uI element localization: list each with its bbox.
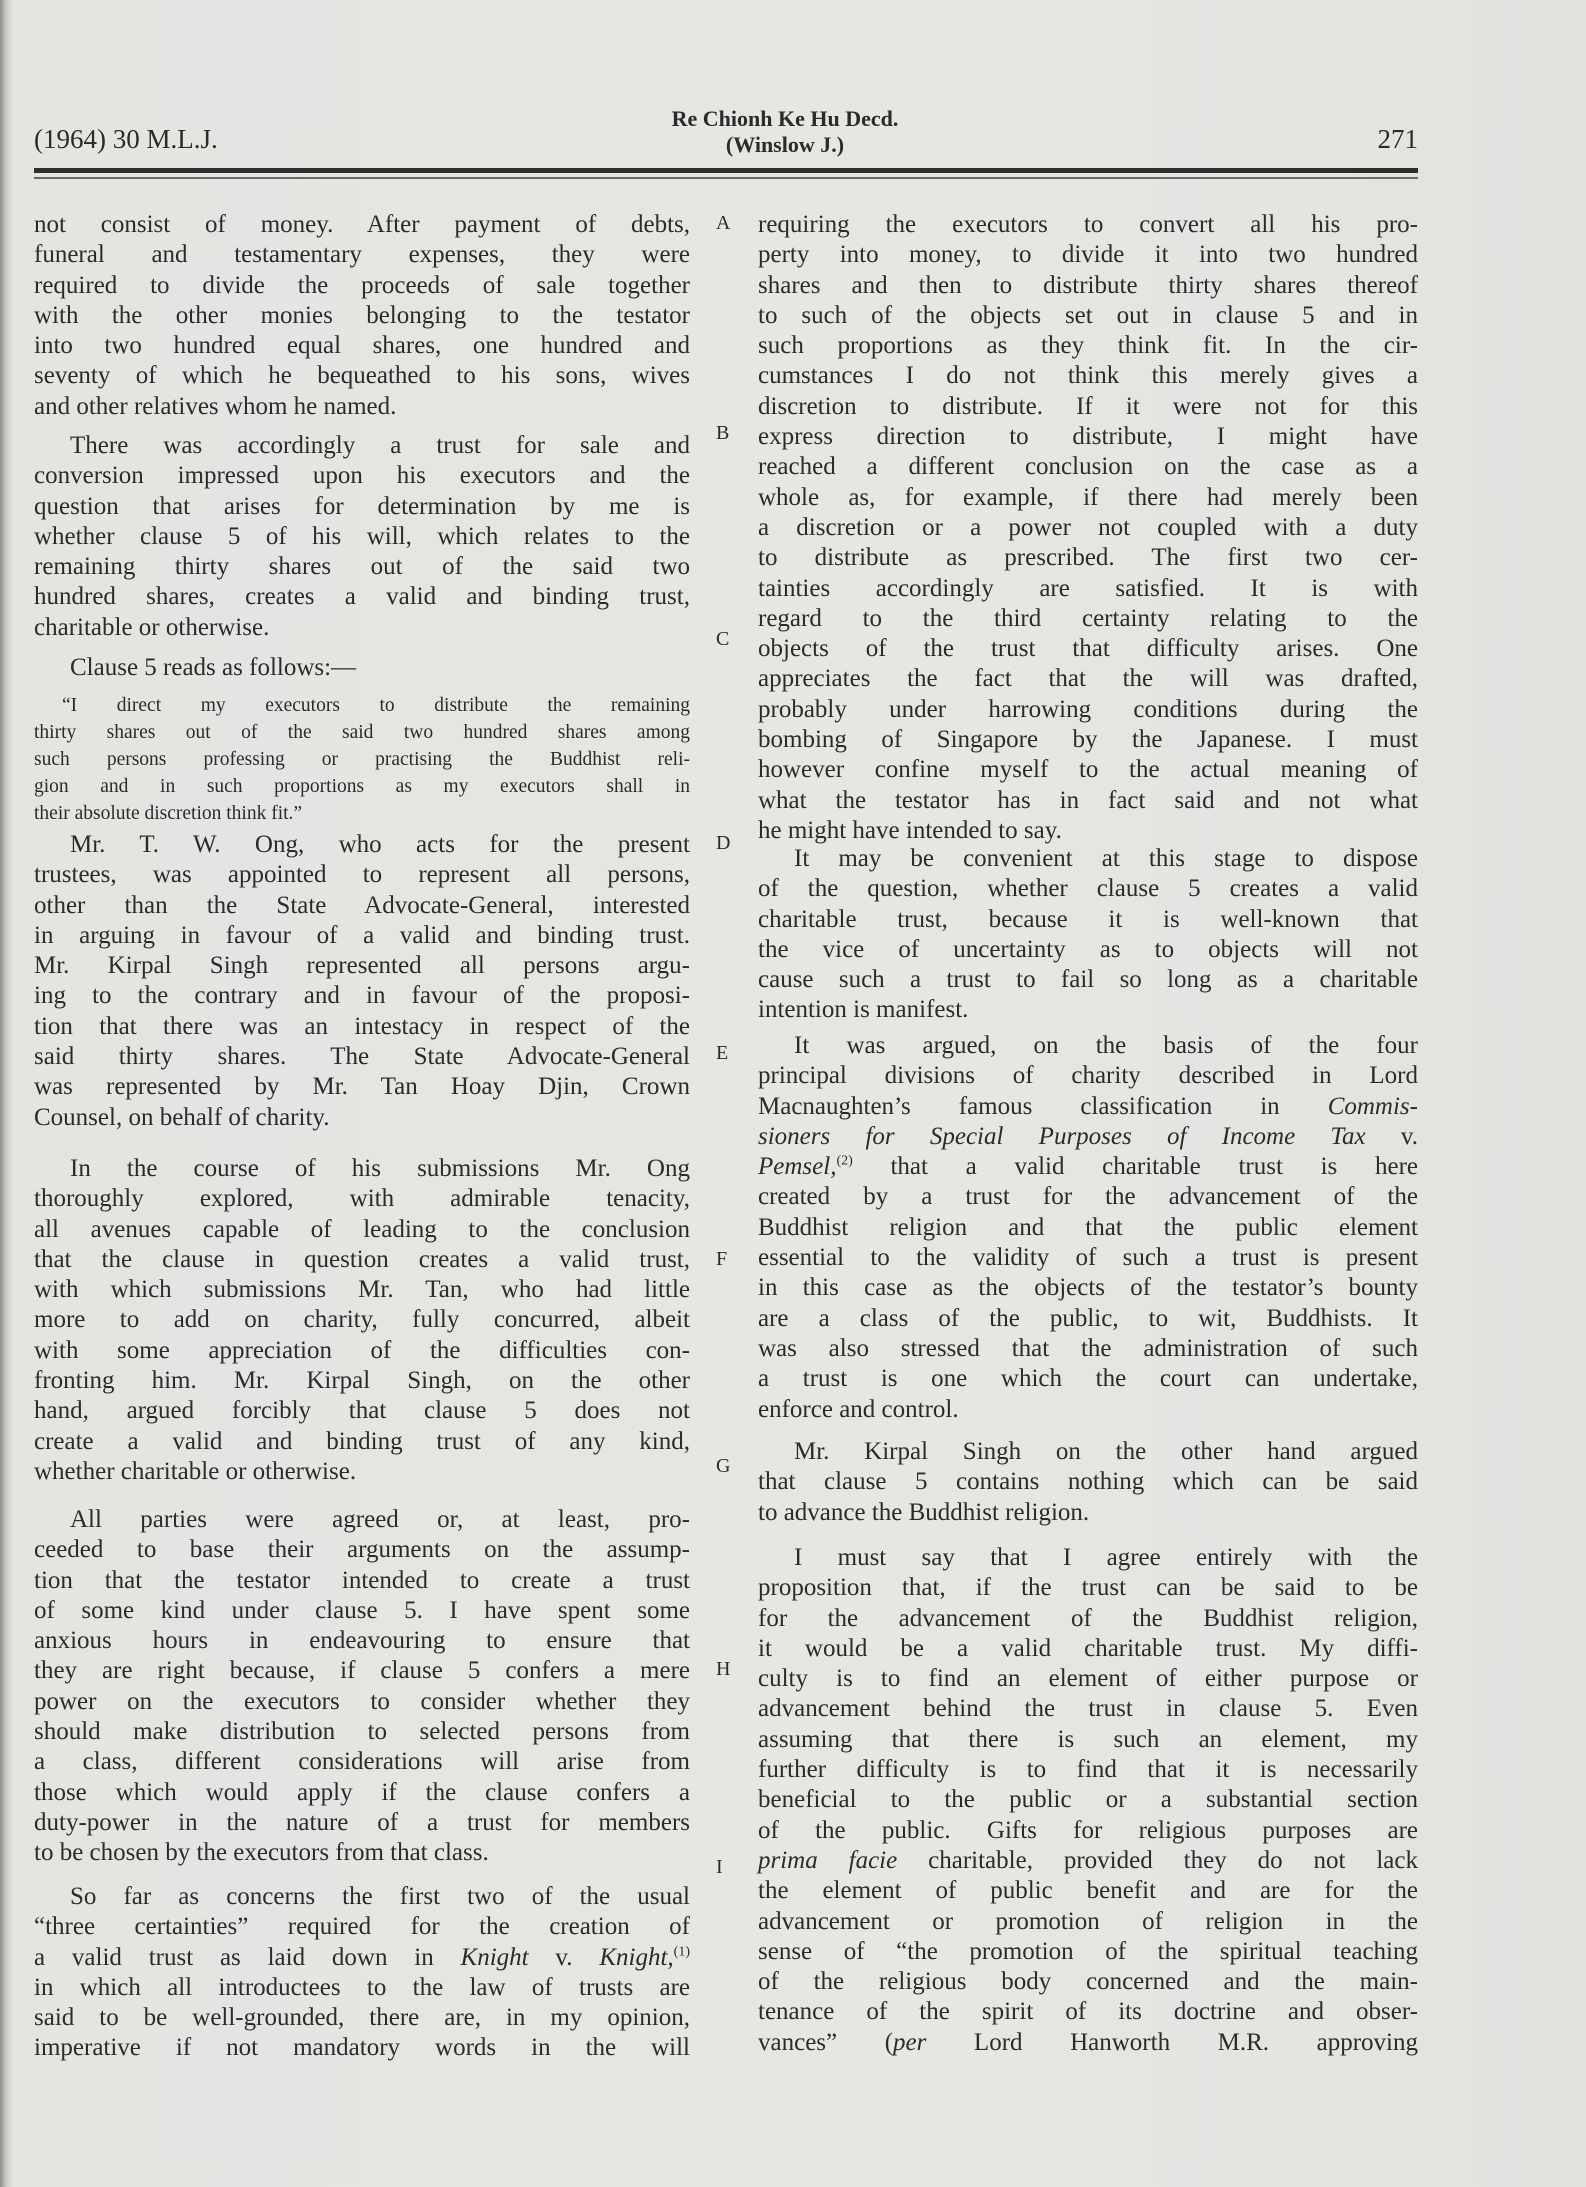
text-line: hand, argued forcibly that clause 5 does not	[34, 1397, 690, 1425]
text-line: those which would apply if the clause confers a	[34, 1778, 690, 1806]
text-line: perty into money, to divide it into two hundred	[758, 241, 1418, 269]
text-line: question that arises for determination by me is	[34, 492, 690, 520]
text-line: objects of the trust that difficulty arises. One	[758, 635, 1418, 663]
text-line: duty-power in the nature of a trust for members	[34, 1808, 690, 1836]
text-line: power on the executors to consider whether they	[34, 1687, 690, 1715]
text-line: in arguing in favour of a valid and binding trust.	[34, 921, 690, 949]
text-line: into two hundred equal shares, one hundred and	[34, 332, 690, 360]
paragraph	[758, 1031, 1418, 1425]
text-line: created by a trust for the advancement of the	[758, 1183, 1418, 1211]
text-line	[758, 1092, 1418, 1122]
text-line: all avenues capable of leading to the conclusion	[34, 1215, 690, 1243]
italic-text: Pemsel,	[758, 1153, 837, 1181]
text-line: was also stressed that the administration of such	[758, 1334, 1418, 1362]
text-line: of some kind under clause 5. I have spent some	[34, 1596, 690, 1624]
margin-letter-g: G	[716, 1455, 731, 1477]
text-line: express direction to distribute, I might have	[758, 423, 1418, 451]
text-line: was represented by Mr. Tan Hoay Djin, Crown	[34, 1073, 690, 1101]
margin-letter-d: D	[716, 832, 731, 854]
text-line: All parties were agreed or, at least, pro-	[70, 1506, 690, 1533]
text-line: Mr. Kirpal Singh on the other hand argued	[794, 1438, 1418, 1465]
text-line: probably under harrowing conditions during the	[758, 695, 1418, 723]
text-line: ceeded to base their arguments on the assump-	[34, 1536, 690, 1564]
text-line: enforce and control.	[758, 1395, 959, 1423]
text-line: culty is to find an element of either purpose or	[758, 1665, 1418, 1693]
text-line: their absolute discretion think fit.”	[34, 803, 303, 824]
text-line: with the other monies belonging to the testator	[34, 301, 690, 329]
text-line: cumstances I do not think this merely gives a	[758, 362, 1418, 390]
text-line: a discretion or a power not coupled with a duty	[758, 513, 1418, 541]
running-head-case-title	[475, 106, 1095, 158]
text-line: Mr. T. W. Ong, who acts for the present	[70, 831, 690, 858]
paragraph	[34, 431, 690, 643]
text-line: however confine myself to the actual meaning of	[758, 756, 1418, 784]
text-line: shares and then to distribute thirty shares thereof	[758, 271, 1418, 299]
text-line: imperative if not mandatory words in the will	[34, 2034, 690, 2062]
paragraph	[758, 1437, 1418, 1528]
running-head-citation: (1964) 30 M.L.J.	[34, 124, 218, 154]
text-line: that the clause in question creates a valid trust,	[34, 1245, 690, 1273]
text-line: advancement or promotion of religion in the	[758, 1907, 1418, 1935]
text-span: that a valid charitable trust is here	[852, 1153, 1418, 1181]
header-rule-thin	[34, 177, 1418, 179]
italic-text: Knight	[460, 1943, 529, 1971]
text-line: Counsel, on behalf of charity.	[34, 1103, 330, 1131]
text-line: Mr. Kirpal Singh represented all persons argu-	[34, 952, 690, 980]
judge-name: (Winslow J.)	[725, 132, 845, 157]
text-line: assuming that there is such an element, my	[758, 1725, 1418, 1753]
margin-letter-h: H	[716, 1658, 731, 1680]
paragraph	[34, 1505, 690, 1869]
text-line: in which all introductees to the law of trusts are	[34, 1973, 690, 2001]
text-line: to such of the objects set out in clause 5 and in	[758, 301, 1418, 329]
text-line: the element of public benefit and are for the	[758, 1877, 1418, 1905]
text-line: reached a different conclusion on the case as a	[758, 453, 1418, 481]
margin-letter-i: I	[716, 1856, 723, 1878]
text-line: beneficial to the public or a substantial section	[758, 1786, 1418, 1814]
italic-text: prima facie	[758, 1846, 898, 1874]
text-line: There was accordingly a trust for sale and	[70, 432, 690, 459]
margin-letter-f: F	[716, 1248, 728, 1270]
text-line: a trust is one which the court can undertake,	[758, 1365, 1418, 1393]
text-line: essential to the validity of such a trust is present	[758, 1244, 1418, 1272]
text-line: discretion to distribute. If it were not for this	[758, 392, 1418, 420]
text-line: advancement behind the trust in clause 5. Even	[758, 1695, 1418, 1723]
text-line: tion that there was an intestacy in respect of the	[34, 1012, 690, 1040]
text-line: I must say that I agree entirely with the	[794, 1544, 1418, 1571]
text-line: whether clause 5 of his will, which relates to the	[34, 522, 690, 550]
text-line: tion that the testator intended to create a trust	[34, 1566, 690, 1594]
text-line: in this case as the objects of the testator’s bounty	[758, 1274, 1418, 1302]
text-line	[34, 1943, 690, 1973]
text-line: “I direct my executors to distribute the remaining	[62, 695, 690, 716]
text-line	[758, 1152, 1418, 1182]
text-span: vances” (	[758, 2028, 894, 2056]
text-line: cause such a trust to fail so long as a charitable	[758, 966, 1418, 994]
paragraph	[34, 210, 690, 422]
text-line: bombing of Singapore by the Japanese. I must	[758, 726, 1418, 754]
text-line: with which submissions Mr. Tan, who had little	[34, 1276, 690, 1304]
paragraph	[34, 653, 690, 683]
case-title: Re Chionh Ke Hu Decd.	[671, 106, 899, 131]
text-line: to distribute as prescribed. The first two cer-	[758, 544, 1418, 572]
text-line: whole as, for example, if there had merely been	[758, 483, 1418, 511]
text-line: of the religious body concerned and the main-	[758, 1968, 1418, 1996]
text-span: Macnaughten’s famous classification in	[758, 1092, 1328, 1120]
text-line: other than the State Advocate-General, interested	[34, 891, 690, 919]
text-line: seventy of which he bequeathed to his sons, wives	[34, 362, 690, 390]
text-line: he might have intended to say.	[758, 816, 1062, 844]
text-line: remaining thirty shares out of the said two	[34, 553, 690, 581]
text-line: charitable or otherwise.	[34, 613, 270, 641]
text-line: said thirty shares. The State Advocate-General	[34, 1043, 690, 1071]
text-line: should make distribution to selected persons from	[34, 1718, 690, 1746]
margin-letter-a: A	[716, 212, 731, 234]
text-line: intention is manifest.	[758, 996, 969, 1024]
italic-text: per	[893, 2028, 927, 2056]
text-line: are a class of the public, to wit, Buddhists. It	[758, 1304, 1418, 1332]
text-line: So far as concerns the first two of the usual	[70, 1883, 690, 1910]
text-line: said to be well-grounded, there are, in my opinion,	[34, 2004, 690, 2032]
italic-text: Commis-	[1327, 1092, 1418, 1120]
text-line: Buddhist religion and that the public element	[758, 1213, 1418, 1241]
header-rule-thick	[34, 168, 1418, 173]
text-line: appreciates the fact that the will was drafted,	[758, 665, 1418, 693]
text-line: a class, different considerations will arise from	[34, 1748, 690, 1776]
text-line: not consist of money. After payment of debts,	[34, 211, 690, 238]
text-line: regard to the third certainty relating to the	[758, 604, 1418, 632]
text-line: hundred shares, creates a valid and binding trust,	[34, 583, 690, 611]
margin-letter-e: E	[716, 1042, 729, 1064]
text-line: of the public. Gifts for religious purposes are	[758, 1816, 1418, 1844]
text-span: Lord Hanworth M.R. approving	[926, 2028, 1418, 2056]
text-line	[758, 1122, 1418, 1152]
text-line: and other relatives whom he named.	[34, 392, 397, 420]
text-span: v.	[528, 1943, 600, 1971]
margin-letter-c: C	[716, 628, 730, 650]
text-line: principal divisions of charity described in Lord	[758, 1062, 1418, 1090]
text-line: “three certainties” required for the creation of	[34, 1913, 690, 1941]
text-line: further difficulty is to find that it is necessarily	[758, 1756, 1418, 1784]
text-line: trustees, was appointed to represent all persons,	[34, 861, 690, 889]
footnote-ref: (1)	[673, 1944, 690, 1960]
margin-letter-b: B	[716, 422, 730, 444]
text-line: tainties accordingly are satisfied. It is with	[758, 574, 1418, 602]
footnote-ref: (2)	[836, 1153, 853, 1169]
text-line: gion and in such proportions as my executors shall in	[34, 776, 690, 797]
text-line: whether charitable or otherwise.	[34, 1457, 357, 1485]
italic-text: sioners for Special Purposes of Income Tax	[758, 1122, 1366, 1150]
text-line: to be chosen by the executors from that class.	[34, 1839, 489, 1867]
text-line: charitable trust, because it is well-known that	[758, 905, 1418, 933]
text-line: of the question, whether clause 5 creates a valid	[758, 875, 1418, 903]
text-line: conversion impressed upon his executors and the	[34, 462, 690, 490]
text-line: to advance the Buddhist religion.	[758, 1498, 1090, 1526]
text-line	[758, 2028, 1418, 2058]
text-line: proposition that, if the trust can be said to be	[758, 1574, 1418, 1602]
text-span: a valid trust as laid down in	[34, 1943, 461, 1971]
text-line: the vice of uncertainty as to objects will not	[758, 935, 1418, 963]
text-line: thirty shares out of the said two hundred shares among	[34, 722, 690, 743]
text-line: tenance of the spirit of its doctrine and obser-	[758, 1998, 1418, 2026]
paragraph	[758, 844, 1418, 1026]
text-line: requiring the executors to convert all his pro-	[758, 211, 1418, 238]
text-line: it would be a valid charitable trust. My diffi-	[758, 1634, 1418, 1662]
text-line: funeral and testamentary expenses, they were	[34, 241, 690, 269]
text-line: Clause 5 reads as follows:—	[70, 654, 357, 681]
text-line: In the course of his submissions Mr. Ong	[70, 1155, 690, 1182]
paragraph	[34, 1154, 690, 1487]
text-line: more to add on charity, fully concurred, albeit	[34, 1306, 690, 1334]
text-line: create a valid and binding trust of any kind,	[34, 1427, 690, 1455]
text-line: such persons professing or practising the Buddhist reli-	[34, 749, 690, 770]
text-line: thoroughly explored, with admirable tenacity,	[34, 1185, 690, 1213]
text-line: It may be convenient at this stage to dispose	[794, 845, 1418, 872]
paragraph	[758, 1543, 1418, 2058]
text-line: what the testator has in fact said and not what	[758, 786, 1418, 814]
paragraph	[758, 210, 1418, 846]
text-line: fronting him. Mr. Kirpal Singh, on the other	[34, 1367, 690, 1395]
text-line: It was argued, on the basis of the four	[794, 1032, 1418, 1059]
text-line: they are right because, if clause 5 confers a mere	[34, 1657, 690, 1685]
text-line: that clause 5 contains nothing which can be said	[758, 1468, 1418, 1496]
text-line: required to divide the proceeds of sale together	[34, 271, 690, 299]
text-line: such proportions as they think fit. In the cir-	[758, 332, 1418, 360]
text-line: sense of “the promotion of the spiritual teaching	[758, 1937, 1418, 1965]
text-line	[758, 1846, 1418, 1876]
text-span: v.	[1365, 1122, 1418, 1150]
text-line: for the advancement of the Buddhist religion,	[758, 1604, 1418, 1632]
italic-text: Knight,	[599, 1943, 674, 1971]
paragraph	[34, 830, 690, 1133]
text-line: anxious hours in endeavouring to ensure that	[34, 1627, 690, 1655]
block-quote	[34, 692, 690, 827]
text-line: ing to the contrary and in favour of the proposi-	[34, 982, 690, 1010]
page-number: 271	[1377, 124, 1418, 154]
text-line: with some appreciation of the difficulties con-	[34, 1336, 690, 1364]
paragraph	[34, 1882, 690, 2064]
text-span: charitable, provided they do not lack	[897, 1846, 1418, 1874]
